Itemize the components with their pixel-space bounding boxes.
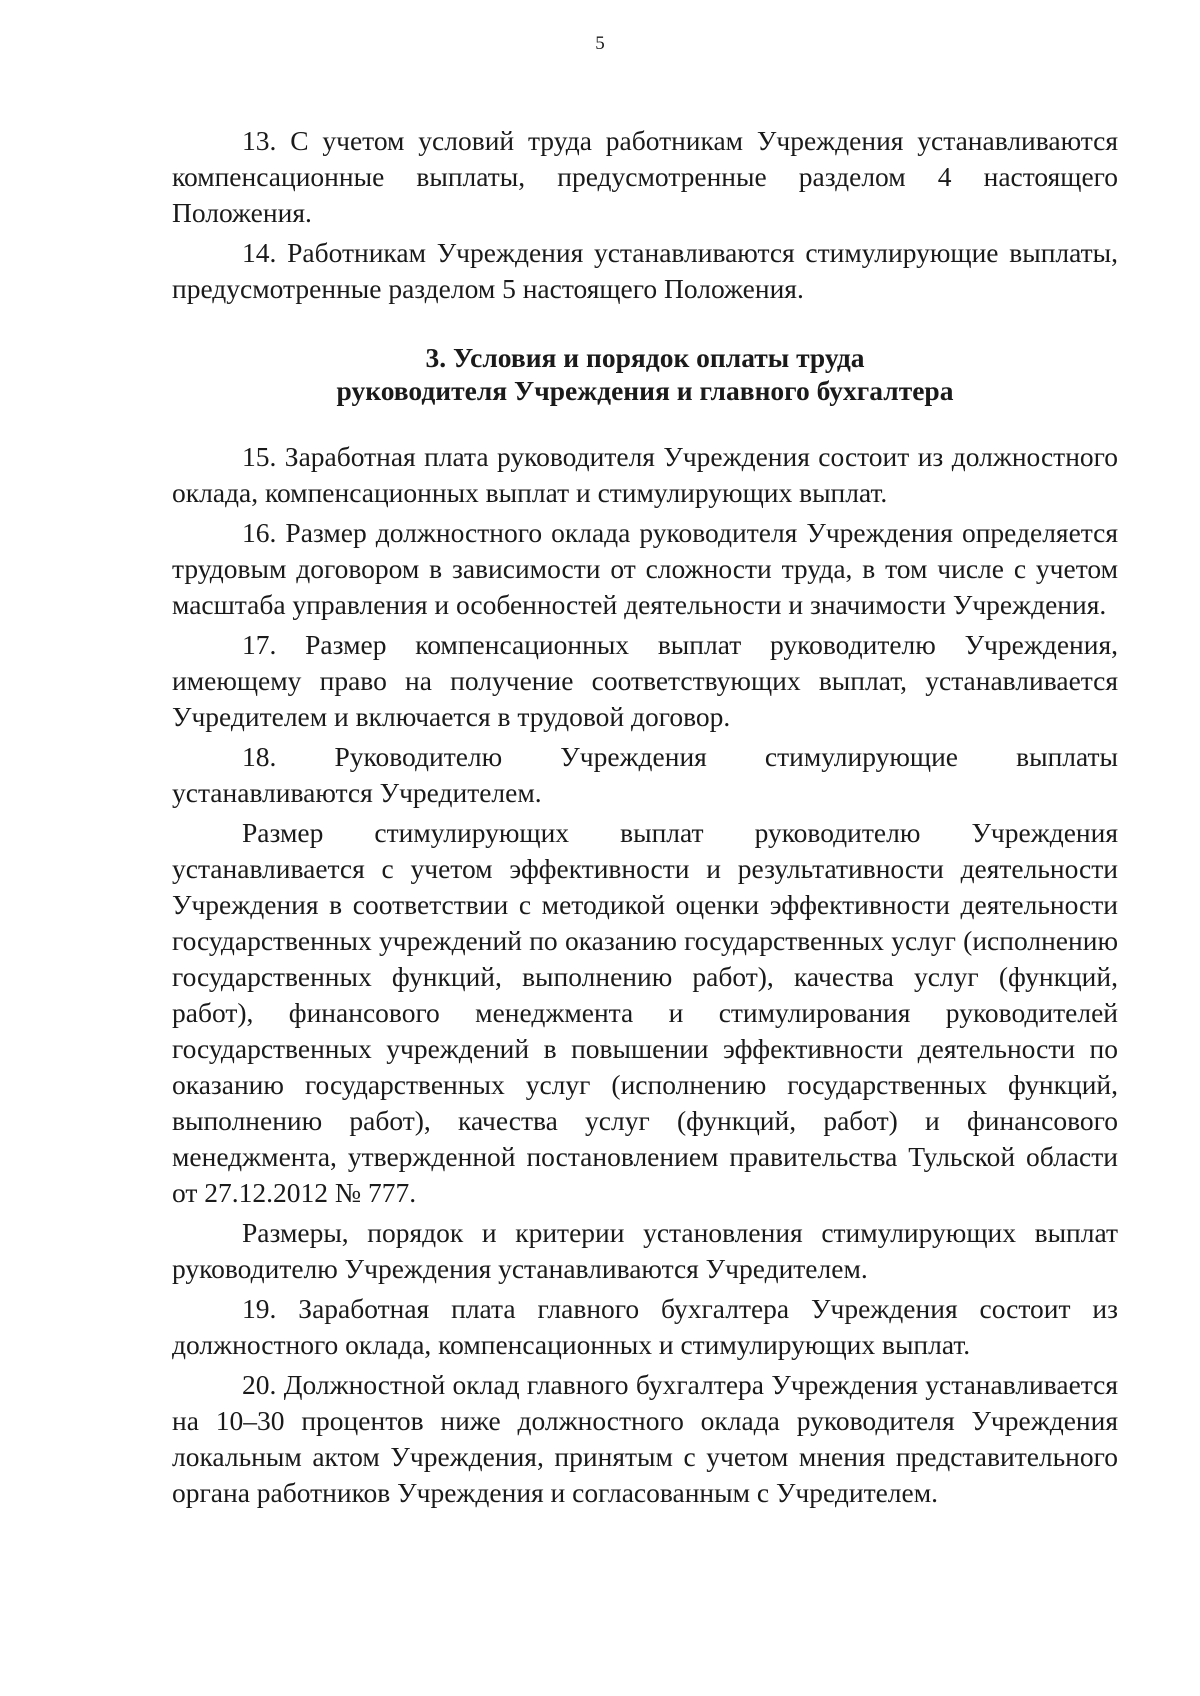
paragraph-17: 17. Размер компенсационных выплат руководителю Учреждения, имеющему право на получение соответствующих выплат, устанавливается Учредителем и включается в трудовой договор. bbox=[172, 629, 1118, 732]
page-number: 5 bbox=[595, 33, 605, 54]
paragraph-15: 15. Заработная плата руководителя Учреждения состоит из должностного оклада, компенсационных выплат и стимулирующих выплат. bbox=[172, 441, 1118, 508]
paragraph-20: 20. Должностной оклад главного бухгалтера Учреждения устанавливается на 10–30 процентов ниже должностного оклада руководителя Учреждения локальным актом Учреждения, принятым с учетом мнения представительного органа работников Учреждения и согласованным с Учредителем. bbox=[172, 1369, 1118, 1508]
paragraph-19: 19. Заработная плата главного бухгалтера Учреждения состоит из должностного оклада, компенсационных и стимулирующих выплат. bbox=[172, 1293, 1118, 1360]
paragraph-18-incentive-size: Размер стимулирующих выплат руководителю Учреждения устанавливается с учетом эффективности и результативности деятельности Учреждения в соответствии с методикой оценки эффективности деятельности государственных учреждений по оказанию государственных услуг (исполнению государственных функций, выполнению работ), качества услуг (функций, работ), финансового менеджмента и стимулирования руководителей государственных учреждений в повышении эффективности деятельности по оказанию государственных услуг (исполнению государственных функций, выполнению работ), качества услуг (функций, работ) и финансового менеджмента, утвержденной постановлением правительства Тульской области от 27.12.2012 № 777. bbox=[172, 817, 1118, 1208]
paragraph-13: 13. С учетом условий труда работникам Учреждения устанавливаются компенсационные выплаты, предусмотренные разделом 4 настоящего Положения. bbox=[172, 125, 1118, 228]
section-heading-line-2: руководителя Учреждения и главного бухгалтера bbox=[336, 375, 954, 406]
section-heading-line-1: 3. Условия и порядок оплаты труда bbox=[425, 342, 865, 373]
paragraph-18-incentive-criteria: Размеры, порядок и критерии установления стимулирующих выплат руководителю Учреждения устанавливаются Учредителем. bbox=[172, 1217, 1118, 1284]
paragraph-18: 18. Руководителю Учреждения стимулирующие выплаты устанавливаются Учредителем. bbox=[172, 741, 1118, 808]
paragraph-16: 16. Размер должностного оклада руководителя Учреждения определяется трудовым договором в зависимости от сложности труда, в том числе с учетом масштаба управления и особенностей деятельности и значимости Учреждения. bbox=[172, 517, 1118, 620]
paragraph-14: 14. Работникам Учреждения устанавливаются стимулирующие выплаты, предусмотренные разделом 5 настоящего Положения. bbox=[172, 237, 1118, 304]
section-heading bbox=[172, 341, 1118, 407]
document-body bbox=[172, 123, 1118, 1511]
